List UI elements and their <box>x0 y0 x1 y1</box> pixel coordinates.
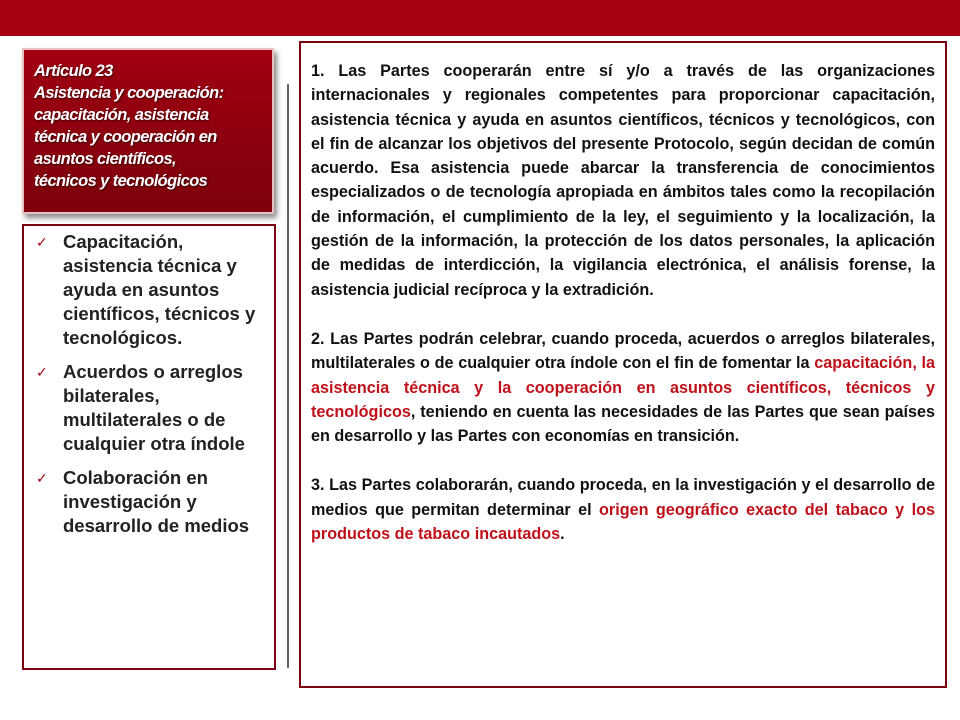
paragraph-3-highlight: origen geográfico exacto del tabaco y los productos de tabaco incautados <box>311 500 935 544</box>
paragraph-2-text-end: , teniendo en cuenta las necesidades de las Partes que sean países en desarrollo y las Partes con economías en transición. <box>311 402 935 446</box>
paragraph-2 <box>311 327 935 448</box>
paragraph-2-highlight: capacitación, la asistencia técnica y la cooperación en asuntos científicos, técnicos y tecnológicos <box>311 354 935 421</box>
article-text-box <box>299 41 947 688</box>
summary-box <box>22 224 276 670</box>
article-title-line: técnica y cooperación en <box>34 128 217 146</box>
article-title-line: capacitación, asistencia <box>34 106 209 124</box>
article-title-line: técnicos y tecnológicos <box>34 172 208 190</box>
check-icon: ✓ <box>36 470 48 486</box>
paragraph-1-text: 1. Las Partes cooperarán entre sí y/o a través de las organizaciones internacionales y regionales competentes para proporcionar capacitación, asistencia técnica y ayuda en asuntos científicos, técnicos y tecnológicos, con el fin de alcanzar los objetivos del presente Protocolo, según decidan de común acuerdo. Esa asistencia puede abarcar la transferencia de conocimientos especializados o de tecnología apropiada en ámbitos tales como la recopilación de información, el cumplimiento de la ley, el seguimiento y la localización, la gestión de la información, la protección de los datos personales, la aplicación de medidas de interdicción, la vigilancia electrónica, el análisis forense, la asistencia judicial recíproca y la extradición. <box>311 62 935 299</box>
list-item <box>36 230 268 350</box>
list-item-text: Colaboración en investigación y desarrollo de medios <box>63 467 250 536</box>
article-title-line: asuntos científicos, <box>34 150 177 168</box>
article-title-box <box>22 48 274 214</box>
paragraph-1 <box>311 59 935 302</box>
top-banner <box>0 0 960 36</box>
list-item-text: Acuerdos o arreglos bilaterales, multilaterales o de cualquier otra índole <box>63 361 245 454</box>
list-item-text: Capacitación, asistencia técnica y ayuda en asuntos científicos, técnicos y tecnológicos. <box>63 231 256 348</box>
vertical-divider <box>287 84 289 668</box>
check-icon: ✓ <box>36 234 48 250</box>
article-number: Artículo 23 <box>34 62 113 80</box>
list-item <box>36 466 268 538</box>
list-item <box>36 360 268 456</box>
check-icon: ✓ <box>36 364 48 380</box>
paragraph-3-text-end: . <box>560 525 565 544</box>
summary-list <box>36 230 268 538</box>
paragraph-3 <box>311 473 935 546</box>
paragraph-3-text: 3. Las Partes colaborarán, cuando proceda, en la investigación y el desarrollo de medios que permitan determinar el <box>311 476 935 519</box>
article-title-line: Asistencia y cooperación: <box>34 84 224 102</box>
paragraph-2-text: 2. Las Partes podrán celebrar, cuando proceda, acuerdos o arreglos bilaterales, multilaterales o de cualquier otra índole con el fin de fomentar la <box>311 329 935 373</box>
